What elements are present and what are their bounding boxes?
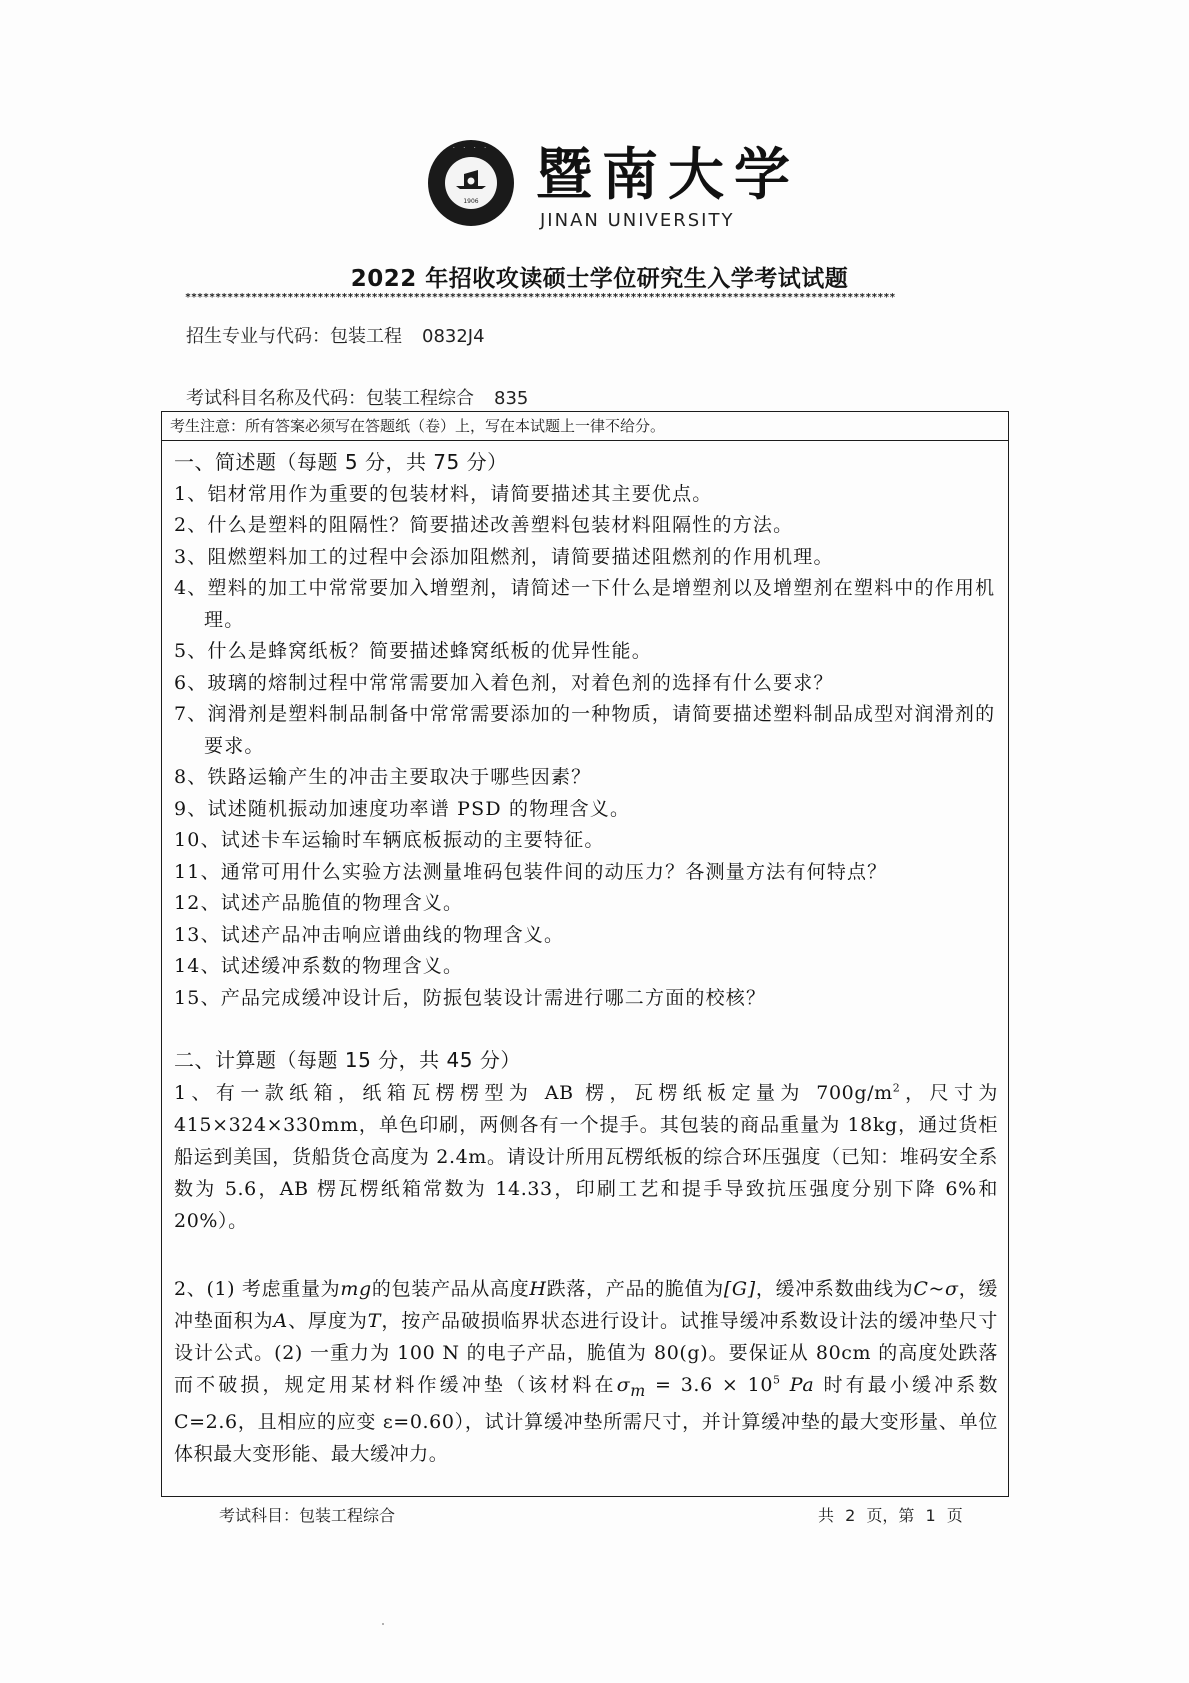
university-name-en: JINAN UNIVERSITY: [540, 210, 735, 231]
subject-line: [186, 384, 528, 410]
calc-q1-text-a: 1、有一款纸箱，纸箱瓦楞楞型为 AB 楞，瓦楞纸板定量为 700g/m: [174, 1081, 893, 1104]
math-sigma-subscript: m: [630, 1380, 646, 1400]
seal-boat-icon: [454, 170, 488, 190]
calc-q1-superscript: 2: [892, 1081, 901, 1095]
short-answer-question: 10、试述卡车运输时车辆底板振动的主要特征。: [174, 829, 605, 851]
short-answer-question: 8、铁路运输产生的冲击主要取决于哪些因素？: [174, 766, 592, 788]
calc-question-2: [174, 1273, 998, 1471]
major-line: [186, 322, 485, 348]
short-answer-question: 7、润滑剂是塑料制品制备中常常需要添加的一种物质，请简要描述塑料制品成型对润滑剂的要求。: [174, 703, 996, 757]
math-mg: mg: [340, 1277, 372, 1300]
short-answer-question: 2、什么是塑料的阻隔性？简要描述改善塑料包装材料阻隔性的方法。: [174, 514, 794, 536]
question-gap: [174, 1237, 998, 1273]
university-name-cn: 暨南大学: [536, 142, 800, 208]
calc-q2-text: = 3.6 × 10: [645, 1373, 774, 1396]
separator-line: **********************************************************************************************************************: [185, 292, 896, 302]
math-c-sigma: C~σ: [913, 1277, 959, 1300]
subject-label: 考试科目名称及代码：包装工程综合: [186, 388, 474, 409]
calc-q2-text: ，按产品破损临界状态进行设计。试推导缓冲系数设计法的缓冲垫尺寸设计公式。(2) 一重力为 100 N 的电子产品，脆值为 80(g)。要保证从 80cm 的高度处跌落而不破损，规定用某材料作缓冲垫（该材料在: [174, 1309, 998, 1396]
calc-question-1: [174, 1077, 998, 1237]
calc-q2-text: 的包装产品从高度: [371, 1277, 530, 1300]
calc-q2-text: 跌落，产品的脆值为: [546, 1277, 724, 1300]
math-h: H: [529, 1277, 547, 1300]
subject-code: 835: [494, 388, 529, 409]
math-fragility: [G]: [723, 1277, 756, 1300]
exam-title: 2022 年招收攻读硕士学位研究生入学考试试题: [350, 266, 849, 292]
math-t: T: [367, 1309, 382, 1332]
major-code: 0832J4: [422, 326, 485, 347]
footer-subject: 考试科目：包装工程综合: [219, 1506, 396, 1525]
math-exponent: 5: [773, 1373, 781, 1387]
short-answer-question: 6、玻璃的熔制过程中常常需要加入着色剂，对着色剂的选择有什么要求？: [174, 671, 834, 694]
short-answer-question: 11、通常可用什么实验方法测量堆码包装件间的动压力？各测量方法有何特点？: [174, 860, 888, 883]
math-pa: Pa: [780, 1373, 815, 1396]
math-a: A: [273, 1309, 288, 1332]
calc-q2-text: 2、(1) 考虑重量为: [174, 1277, 341, 1300]
short-answer-question: 13、试述产品冲击响应谱曲线的物理含义。: [174, 923, 565, 946]
calc-q2-text: 、厚度为: [287, 1309, 368, 1332]
calc-q2-text: ，缓冲垫面积为: [174, 1277, 998, 1332]
short-answer-question: 14、试述缓冲系数的物理含义。: [174, 955, 464, 977]
seal-year: 1906: [463, 198, 479, 205]
short-answer-question: 15、产品完成缓冲设计后，防振包装设计需进行哪二方面的校核？: [174, 986, 767, 1009]
scan-speck: [382, 1623, 384, 1625]
section-heading-short-answer: 一、简述题（每题 5 分，共 75 分）: [174, 450, 508, 474]
short-answer-question: 3、阻燃塑料加工的过程中会添加阻燃剂，请简要描述阻燃剂的作用机理。: [174, 545, 834, 568]
university-name: [536, 142, 800, 231]
short-answer-question: 12、试述产品脆值的物理含义。: [174, 892, 464, 914]
footer-page-count: 共 2 页，第 1 页: [818, 1506, 963, 1525]
question-frame: [161, 411, 1009, 1497]
university-seal-icon: [428, 140, 514, 226]
calc-q1-text-b: ，尺寸为 415×324×330mm，单色印刷，两侧各有一个提手。其包装的商品重量为 18kg，通过货柜船运到美国，货船货仓高度为 2.4m。请设计所用瓦楞纸板的综合环压强度（已知：堆码安全系数为 5.6，AB 楞瓦楞纸箱常数为 14.33，印刷工艺和提手导致抗压强度分别下降 6%和 20%）。: [174, 1081, 998, 1232]
short-answer-question: 1、铝材常用作为重要的包装材料，请简要描述其主要优点。: [174, 482, 713, 505]
section-gap: [174, 1014, 998, 1045]
math-sigma: σ: [616, 1373, 631, 1396]
major-label: 招生专业与代码：包装工程: [186, 326, 402, 347]
university-header: [428, 140, 800, 231]
short-answer-list: [174, 479, 998, 1015]
short-answer-question: 5、什么是蜂窝纸板？简要描述蜂窝纸板的优异性能。: [174, 640, 652, 662]
short-answer-question: 9、试述随机振动加速度功率谱 PSD 的物理含义。: [174, 797, 631, 820]
candidate-notice: 考生注意：所有答案必须写在答题纸（卷）上，写在本试题上一律不给分。: [162, 412, 1008, 441]
calc-q2-text: ，缓冲系数曲线为: [755, 1277, 914, 1300]
question-content: [162, 441, 1008, 1470]
calc-q2-text: 时有最小缓冲系数 C=2.6，且相应的应变 ε=0.60），试计算缓冲垫所需尺寸，并计算缓冲垫的最大变形量、单位体积最大变形能、最大缓冲力。: [174, 1373, 998, 1466]
seal-ring-text: · · · ·: [452, 144, 490, 152]
section-heading-calculation: 二、计算题（每题 15 分，共 45 分）: [174, 1048, 521, 1072]
short-answer-question: 4、塑料的加工中常常要加入增塑剂，请简述一下什么是增塑剂以及增塑剂在塑料中的作用机理。: [174, 577, 996, 631]
